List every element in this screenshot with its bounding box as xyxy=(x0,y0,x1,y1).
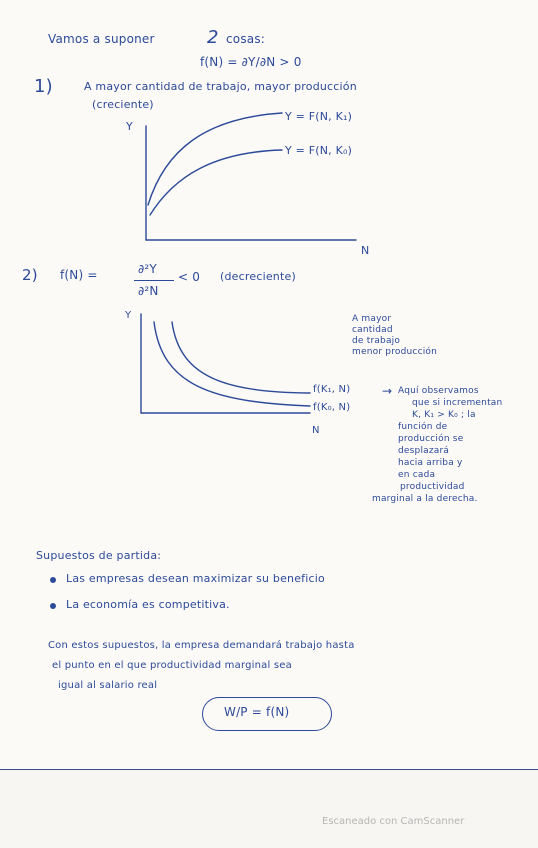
side-note-line: productividad xyxy=(400,482,465,492)
item2-rhs: < 0 xyxy=(178,270,201,284)
conclusion-line: Con estos supuestos, la empresa demandará trabajo hasta xyxy=(48,640,355,651)
item2-note-line: menor producción xyxy=(352,347,438,357)
item2-lhs: f(N) = xyxy=(60,268,98,282)
side-note-line: marginal a la derecha. xyxy=(372,494,478,504)
item2-curve-low-label: f(K₀, N) xyxy=(313,402,351,413)
side-note-line: función de xyxy=(398,422,448,432)
intro-text: Vamos a suponer xyxy=(48,32,155,46)
scanner-watermark: Escaneado con CamScanner xyxy=(322,816,465,827)
item2-number: 2) xyxy=(22,266,38,284)
count-number: 2 xyxy=(207,27,219,48)
item2-label: (decreciente) xyxy=(220,270,296,283)
item1-x-axis-label: N xyxy=(361,244,370,257)
item2-arrow: → xyxy=(382,384,393,398)
conclusion-formula: W/P = f(N) xyxy=(224,705,290,719)
item2-numerator: ∂²Y xyxy=(138,262,157,276)
conclusion-line: el punto en el que productividad marginal sea xyxy=(52,660,292,671)
item2-note-line: cantidad xyxy=(352,325,393,335)
graph2-curve-high xyxy=(172,322,310,393)
side-note-line: K, K₁ > K₀ ; la xyxy=(412,410,476,420)
item2-denominator: ∂²N xyxy=(138,284,159,298)
item1-label: (creciente) xyxy=(92,98,154,111)
assumption-item: La economía es competitiva. xyxy=(66,598,230,611)
things-text: cosas: xyxy=(226,32,266,46)
side-note-line: en cada xyxy=(398,470,436,480)
side-note-line: hacia arriba y xyxy=(398,458,463,468)
side-note-line: desplazará xyxy=(398,446,450,456)
item2-note-line: de trabajo xyxy=(352,336,401,346)
page-bottom-rule xyxy=(0,769,538,770)
item1-curve-low-label: Y = F(N, K₀) xyxy=(285,144,353,157)
assumption-item: Las empresas desean maximizar su beneficio xyxy=(66,572,325,585)
bullet-dot xyxy=(50,603,56,609)
item2-x-axis-label: N xyxy=(312,425,320,436)
item1-curve-high-label: Y = F(N, K₁) xyxy=(285,110,353,123)
item2-y-axis-label: Y xyxy=(125,310,132,321)
graph2-curve-low xyxy=(154,322,310,406)
side-note-line: que si incrementan xyxy=(412,398,503,408)
item1-number: 1) xyxy=(34,76,53,97)
item1-text: A mayor cantidad de trabajo, mayor producción xyxy=(84,80,357,93)
item2-note-line: A mayor xyxy=(352,314,392,324)
item2-curve-high-label: f(K₁, N) xyxy=(313,384,351,395)
bullet-dot xyxy=(50,577,56,583)
item1-y-axis-label: Y xyxy=(126,120,133,133)
assumptions-title: Supuestos de partida: xyxy=(36,549,162,562)
side-note-line: producción se xyxy=(398,434,464,444)
derivative-formula: f(N) = ∂Y/∂N > 0 xyxy=(200,55,302,69)
conclusion-line: igual al salario real xyxy=(58,680,158,691)
side-note-line: Aquí observamos xyxy=(398,386,479,396)
